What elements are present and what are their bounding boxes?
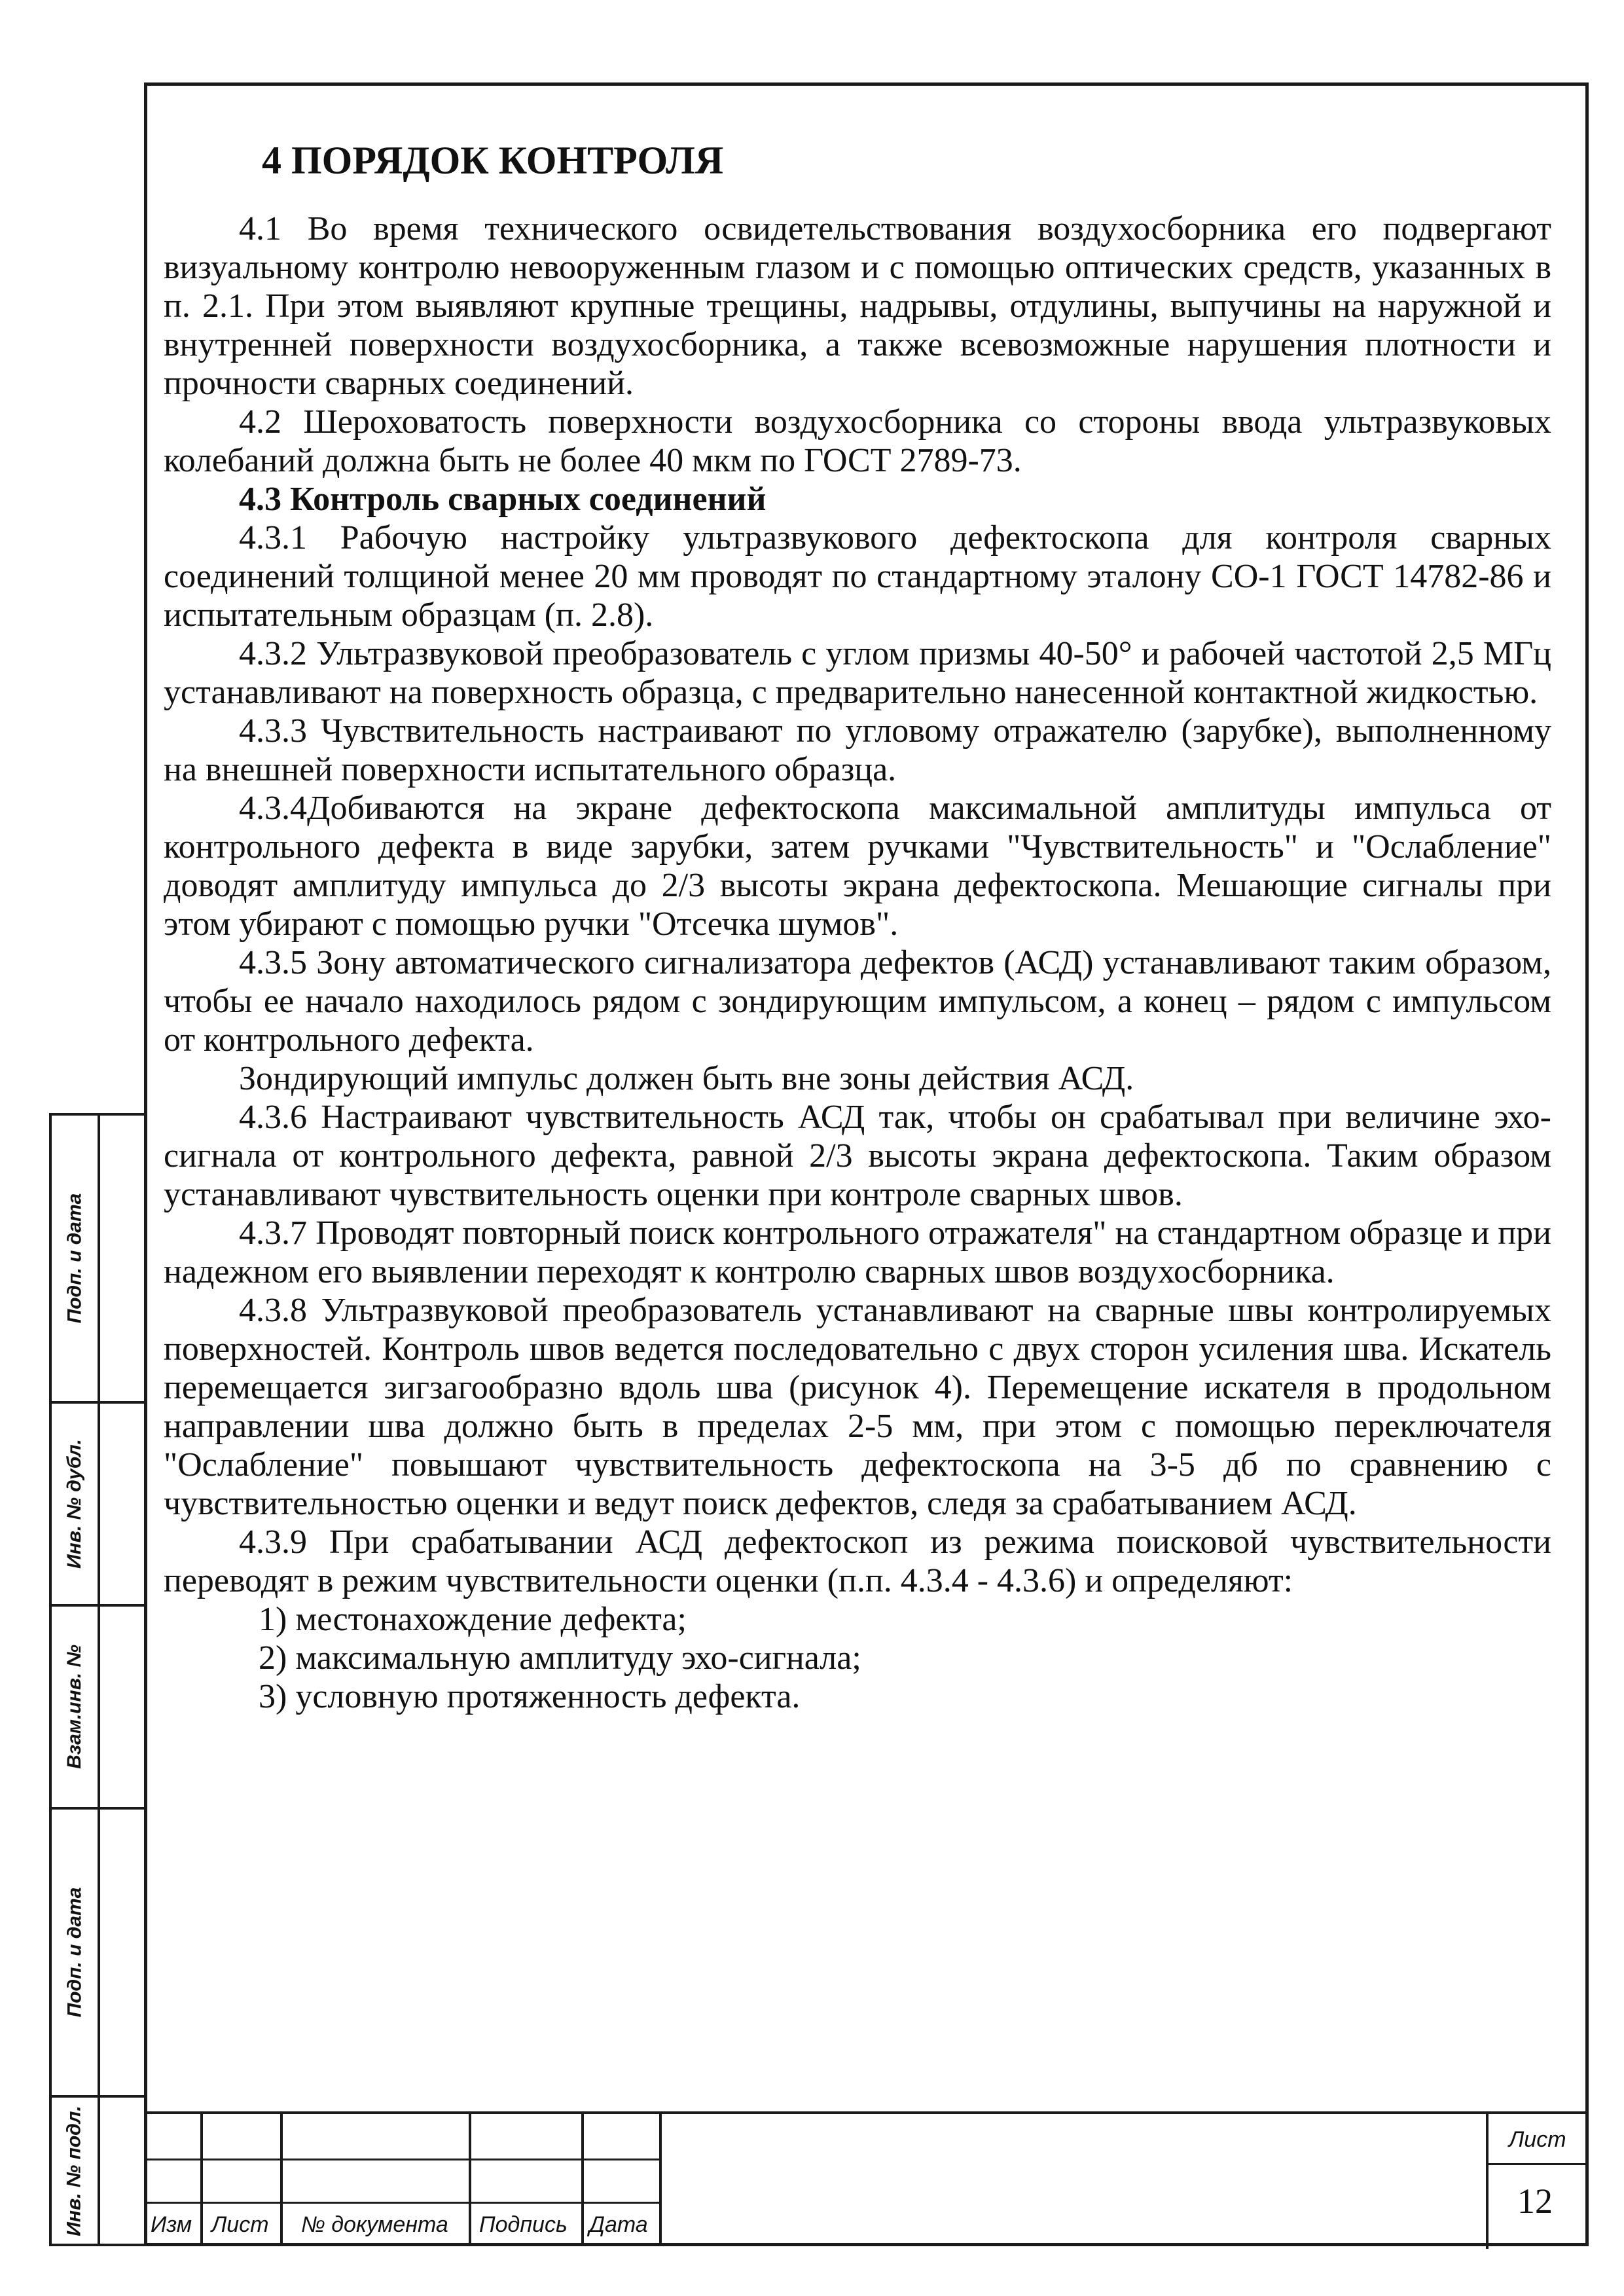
side-label-vzam-inv: Взам.инв. № [63,1645,85,1769]
side-label-inv-podl: Инв. № подл. [63,2105,85,2236]
paragraph-4-3-8: 4.3.8 Ультразвуковой преобразователь устанавливают на сварные швы контролируемых поверхностей. Контроль швов ведется последовательно с двух сторон усиления шва. Искатель перемещается зигзагообразно вдоль шва (рисунок 4). Перемещение искателя в продольном направлении шва должно быть в пределах 2-5 мм, при этом с помощью переключателя "Ослабление" повышают чувствительность дефектоскопа на 3-5 дб по сравнению с чувствительностью оценки и ведут поиск дефектов, следя за срабатыванием АСД. [164,1292,1551,1522]
list-item: 1) местонахождение дефекта; [259,1601,687,1638]
side-cell-vzam-inv [49,1604,144,1807]
sheet-number: 12 [1517,2181,1553,2221]
list-item: 2) максимальную амплитуду эхо-сигнала; [259,1639,861,1677]
title-block-izm: Изм [151,2212,192,2237]
paragraph-4-3-6: 4.3.6 Настраивают чувствительность АСД так, чтобы он срабатывал при величине эхо-сигнала от контрольного дефекта, равной 2/3 высоты экрана дефектоскопа. Таким образом устанавливают чувствительность оценки при контроле сварных швов. [164,1099,1551,1213]
list-item: 3) условную протяженность дефекта. [259,1678,801,1715]
paragraph-4-3-5: 4.3.5 Зону автоматического сигнализатора дефектов (АСД) устанавливают таким образом, чтобы ее начало находилось рядом с зондирующим импульсом, а конец – рядом с импульсом от контрольного дефекта. [164,944,1551,1059]
side-cell-podp-data-bottom [49,1807,144,2095]
section-heading: 4 ПОРЯДОК КОНТРОЛЯ [262,139,724,182]
paragraph-4-1: 4.1 Во время технического освидетельствования воздухосборника его подвергают визуальному контролю невооруженным глазом и с помощью оптических средств, указанных в п. 2.1. При этом выявляют крупные трещины, надрывы, отдулины, выпучины на наружной и внутренней поверхности воздухосборника, а также всевозможные нарушения плотности и прочности сварных соединений. [164,210,1551,402]
side-cell-podp-data-top [49,1113,144,1401]
paragraph-4-3-1: 4.3.1 Рабочую настройку ультразвукового дефектоскопа для контроля сварных соединений толщиной менее 20 мм проводят по стандартному эталону СО-1 ГОСТ 14782-86 и испытательным образцам (п. 2.8). [164,519,1551,634]
title-block-data: Дата [589,2212,648,2237]
sheet-label: Лист [1509,2127,1566,2152]
title-block-podpis: Подпись [479,2212,568,2237]
side-cell-inv-podl [49,2095,144,2246]
side-cell-inv-dubl [49,1401,144,1604]
title-block-list: Лист [211,2212,269,2237]
paragraph-4-3-9: 4.3.9 При срабатывании АСД дефектоскоп из режима поисковой чувствительности переводят в режим чувствительности оценки (п.п. 4.3.4 - 4.3.6) и определяют: [164,1523,1551,1599]
paragraph-4-3-7: 4.3.7 Проводят повторный поиск контрольного отражателя" на стандартном образце и при надежном его выявлении переходят к контролю сварных швов воздухосборника. [164,1214,1551,1290]
document-body [164,137,1551,1716]
side-label-podp-data-bottom: Подп. и дата [63,1887,86,2018]
paragraph-4-3-3: 4.3.3 Чувствительность настраивают по угловому отражателю (зарубке), выполненному на внешней поверхности испытательного образца. [164,712,1551,788]
subsection-heading-4-3: 4.3 Контроль сварных соединений [239,481,767,518]
side-label-inv-dubl: Инв. № дубл. [63,1439,86,1569]
title-block [144,2111,1589,2246]
paragraph-4-3-5-note: Зондирующий импульс должен быть вне зоны действия АСД. [239,1060,1134,1097]
side-label-podp-data-top: Подп. и дата [63,1193,86,1324]
paragraph-4-2: 4.2 Шероховатость поверхности воздухосборника со стороны ввода ультразвуковых колебаний должна быть не более 40 мкм по ГОСТ 2789-73. [164,403,1551,479]
paragraph-4-3-4: 4.3.4Добиваются на экране дефектоскопа максимальной амплитуды импульса от контрольного дефекта в виде зарубки, затем ручками "Чувствительность" и "Ослабление" доводят амплитуду импульса до 2/3 высоты экрана дефектоскопа. Мешающие сигналы при этом убирают с помощью ручки "Отсечка шумов". [164,790,1551,943]
paragraph-4-3-2: 4.3.2 Ультразвуковой преобразователь с углом призмы 40-50° и рабочей частотой 2,5 МГц устанавливают на поверхность образца, с предварительно нанесенной контактной жидкостью. [164,635,1551,711]
title-block-doc-no: № документа [301,2212,448,2237]
